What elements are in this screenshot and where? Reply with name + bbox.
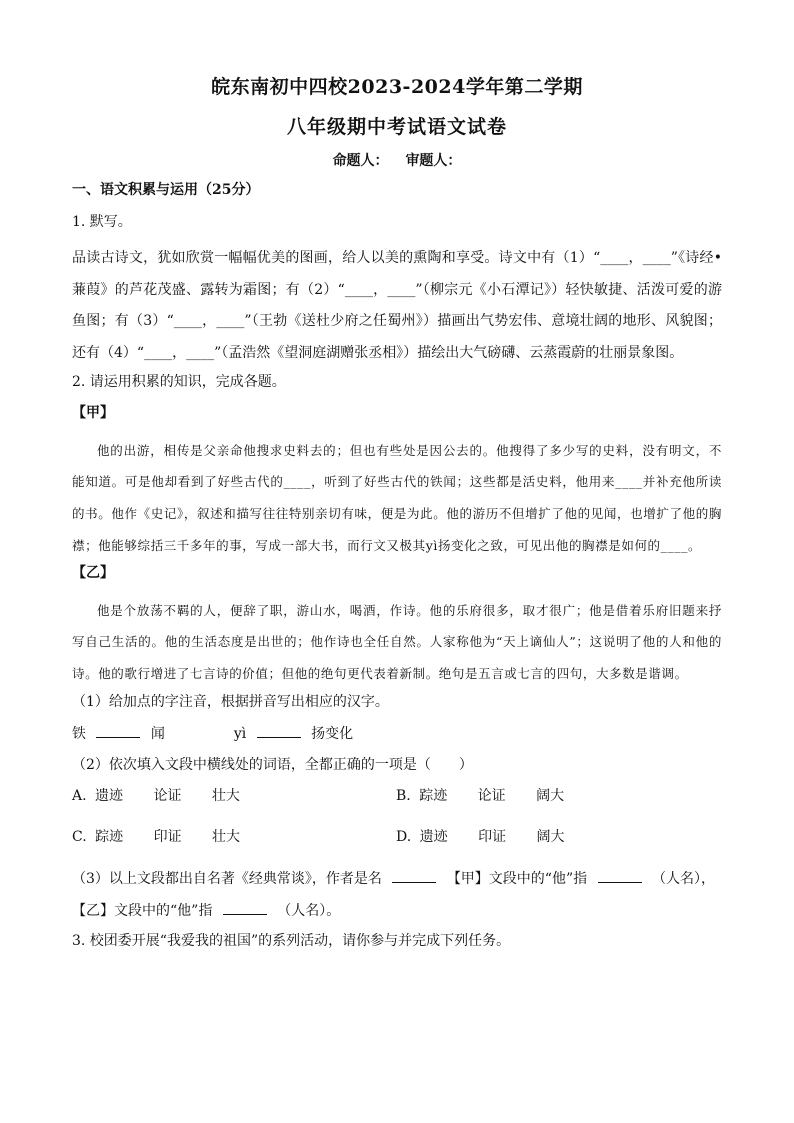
option-c-letter: C. (72, 829, 87, 846)
sub-question-3-text-b: 【甲】文段中的“他”指 (446, 871, 588, 888)
exam-subtitle: 八年级期中考试语文试卷 (286, 116, 507, 138)
option-a-word3: 壮大 (211, 788, 240, 805)
exam-content (72, 180, 722, 963)
pinyin-item-a-char: 铁 (72, 726, 86, 743)
question-1-body: 品读古诗文，犹如欣赏一幅幅优美的图画，给人以美的熏陶和享受。诗文中有（1）“____，____”《诗经•蒹葭》的芦花茂盛、露转为霜图；有（2）“____，____”（柳宗元《小石潭记》）轻快敏捷、活泼可爱的游鱼图；有（3）“____，____”（王勃《送杜少府之任蜀州》）描画出气势宏伟、意境壮阔的地形、风貌图；还有（4）“____，____”（孟浩然《望洞庭湖赠张丞相》）描绘出大气磅礴、云蒸霞蔚的壮丽景象图。 (72, 250, 722, 361)
pinyin-item-a-rest: 闻 (150, 726, 165, 743)
sub-question-1: （1）给加点的字注音，根据拼音写出相应的汉字。 (72, 693, 389, 710)
passage-jia-label: 【甲】 (72, 405, 114, 422)
pinyin-answer-blank-a[interactable] (96, 723, 140, 738)
option-a-word2: 论证 (153, 788, 182, 805)
options-row-cd (72, 827, 722, 848)
author-line (0, 150, 794, 170)
question-2-title: 2. 请运用积累的知识，完成各题。 (72, 373, 286, 390)
option-d-word3: 阔大 (536, 829, 565, 846)
passage-yi: 他是个放荡不羁的人，便辞了职，游山水，喝酒，作诗。他的乐府很多，取才很广；他是借着乐府旧题来抒写自己生活的。他的生活态度是出世的；他作诗也全任自然。人家称他为“天上谪仙人”；这说明了他的人和他的诗。他的歌行增进了七言诗的价值；但他的绝句更代表着新制。绝句是五言或七言的四句，大多数是谐调。 (72, 602, 722, 681)
sub-question-3-text-a: （3）以上文段都出自名著《经典常谈》，作者是名 (72, 871, 382, 888)
pinyin-item-b-rest: 扬变化 (311, 726, 354, 743)
pinyin-item-b-pinyin: yì (233, 726, 247, 743)
sub-question-3-line2 (72, 900, 722, 921)
option-a-word1: 遗迹 (95, 788, 124, 805)
option-a-letter: A. (72, 788, 87, 805)
passage-jia: 他的出游，相传是父亲命他搜求史料去的；但也有些处是因公去的。他搜得了多少写的史料，没有明文，不能知道。可是他却看到了好些古代的____，听到了好些古代的铁闻；这些都是活史料，他用来____并补充他所读的书。他作《史记》，叙述和描写往往特别亲切有味，便是为此。他的游历不但增扩了他的见闻，也增扩了他的胸襟；他能够综括三千多年的事，写成一部大书，而行文又极其yì扬变化之致，可见出他的胸襟是如何的____。 (72, 442, 722, 553)
sub-question-3-text-d: 【乙】文段中的“他”指 (72, 902, 213, 919)
sub-question-3-line1 (72, 868, 722, 889)
author-answer-blank[interactable] (392, 868, 436, 883)
jia-person-answer-blank[interactable] (598, 868, 642, 883)
sub-question-3-text-c: （人名）， (652, 871, 716, 888)
section-heading: 一、语文积累与运用（25分） (72, 182, 260, 198)
options-row-ab (72, 786, 722, 807)
option-b-word2: 论证 (477, 788, 506, 805)
option-d-word1: 遗迹 (419, 829, 448, 846)
option-b-letter: B. (396, 788, 411, 805)
setter-label: 命题人： (332, 153, 389, 169)
passage-yi-label: 【乙】 (72, 565, 114, 582)
option-c-word2: 印证 (153, 829, 182, 846)
pinyin-row (72, 723, 722, 744)
option-b-word3: 阔大 (536, 788, 565, 805)
option-b[interactable] (396, 786, 590, 807)
sub-question-2: （2）依次填入文段中横线处的词语，全都正确的一项是（ ） (72, 756, 473, 773)
option-d-word2: 印证 (478, 829, 507, 846)
option-d-letter: D. (396, 829, 412, 846)
reviewer-label: 审题人： (405, 153, 462, 169)
option-d[interactable] (396, 827, 591, 848)
option-b-word1: 踪迹 (419, 788, 448, 805)
option-c-word3: 壮大 (212, 829, 241, 846)
question-1-title: 1. 默写。 (72, 213, 132, 230)
yi-person-answer-blank[interactable] (223, 900, 267, 915)
pinyin-answer-blank-b[interactable] (257, 723, 301, 738)
option-c[interactable] (72, 827, 266, 848)
option-c-word1: 踪迹 (95, 829, 124, 846)
exam-title: 皖东南初中四校2023-2024学年第二学期 (211, 76, 583, 98)
question-3-title: 3. 校团委开展“我爱我的祖国”的系列活动，请你参与并完成下列任务。 (72, 933, 511, 950)
sub-question-3-text-e: （人名）。 (277, 902, 341, 919)
option-a[interactable] (72, 786, 266, 807)
